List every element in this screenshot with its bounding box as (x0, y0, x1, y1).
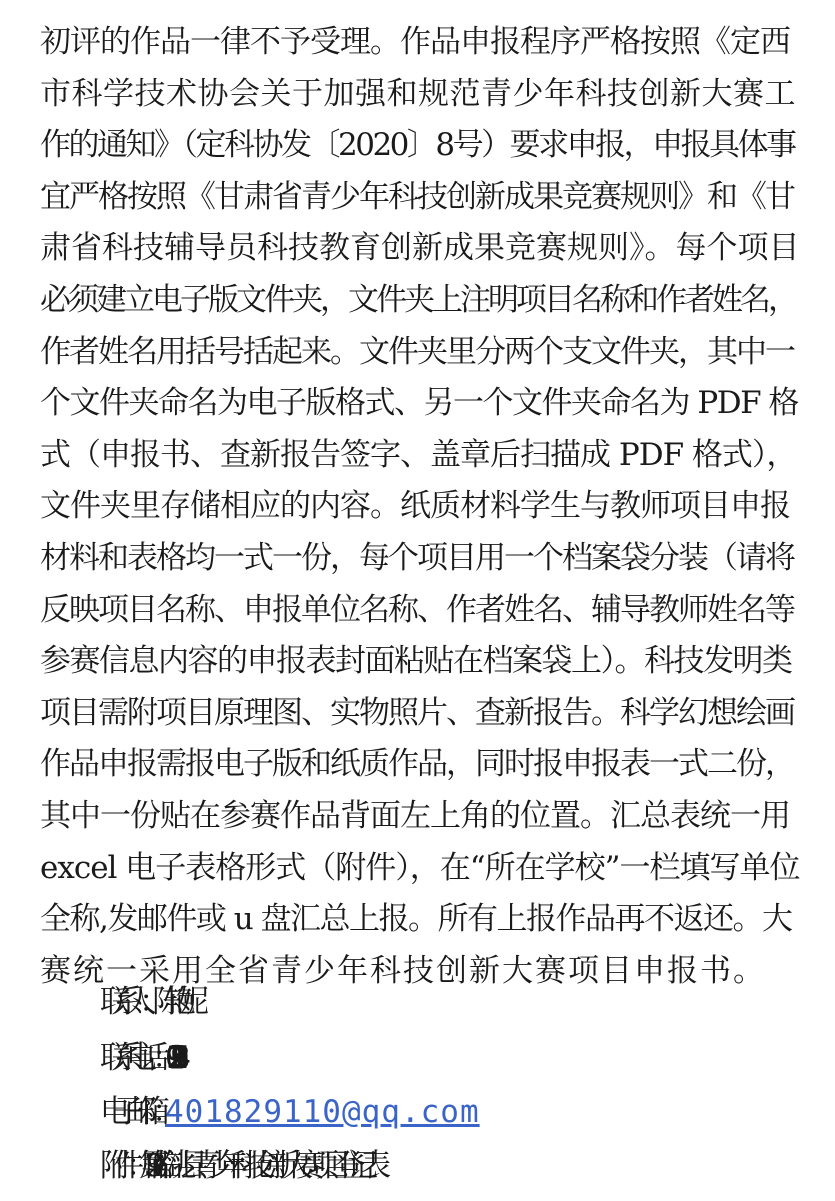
paragraph-line: 宜严格按照《甘肃省青少年科技创新成果竞赛规则》和《甘 (40, 178, 794, 215)
contact-email-label: 电子邮箱： (100, 1094, 165, 1130)
paragraph-line: 项目需附项目原理图、实物照片、查新报告。科学幻想绘画 (40, 694, 794, 731)
paragraph-line: 初评的作品一律不予受理。作品申报程序严格按照《定西 (40, 24, 790, 60)
contact-person-label: 联系人： (100, 984, 152, 1020)
attachment-title: 第 39 届临洮县青少年科技创新大赛项目登记表 (139, 1148, 374, 1184)
email-link[interactable]: 401829110@qq.com (165, 1094, 480, 1130)
contact-person-name: 陈艳妮 (152, 984, 191, 1020)
paragraph-line: 赛统一采用全省青少年科技创新大赛项目申报书。 (40, 952, 766, 989)
paragraph-line: 肃省科技辅导员科技教育创新成果竞赛规则》。每个项目 (40, 230, 800, 267)
paragraph-line: 作的通知》（定科协发〔2020〕8号）要求申报，申报具体事 (40, 127, 795, 164)
paragraph-line: 材料和表格均一式一份，每个项目用一个档案袋分装（请将 (40, 540, 794, 576)
paragraph-line: 作品申报需报电子版和纸质作品，同时报申报表一式二份， (40, 746, 794, 783)
paragraph-line: 必须建立电子版文件夹，文件夹上注明项目名称和作者姓名， (40, 282, 796, 318)
paragraph-line: 全称,发邮件或 u 盘汇总上报。所有上报作品再不返还。大 (40, 901, 792, 938)
attachment-label: 附件： (100, 1148, 139, 1184)
paragraph-line: 参赛信息内容的申报表封面粘贴在档案袋上）。科技发明类 (40, 643, 792, 680)
paragraph-line: 文件夹里存储相应的内容。纸质材料学生与教师项目申报 (40, 488, 790, 525)
paragraph-line: 其中一份贴在参赛作品背面左上角的位置。汇总表统一用 (40, 798, 790, 834)
paragraph-line: 作者姓名用括号括起来。文件夹里分两个支文件夹，其中一 (40, 333, 794, 370)
paragraph-line: 市科学技术协会关于加强和规范青少年科技创新大赛工 (40, 75, 796, 112)
contact-phone (100, 1038, 835, 1078)
contact-email (100, 1092, 835, 1132)
attachment-line (100, 1146, 835, 1186)
contact-phone-label: 联系电话： (100, 1040, 165, 1076)
paragraph-line: 反映项目名称、申报单位名称、作者姓名、辅导教师姓名等 (40, 591, 794, 628)
paragraph-line: 式（申报书、查新报告签字、盖章后扫描成 PDF 格式）， (40, 436, 797, 473)
contact-phone-value: 0932-2239984 (165, 1040, 173, 1076)
paragraph-line: excel 电子表格形式（附件），在“所在学校”一栏填写单位 (40, 849, 800, 886)
paragraph-line: 个文件夹命名为电子版格式、另一个文件夹命名为 PDF 格 (40, 385, 798, 422)
contact-person (100, 982, 835, 1022)
